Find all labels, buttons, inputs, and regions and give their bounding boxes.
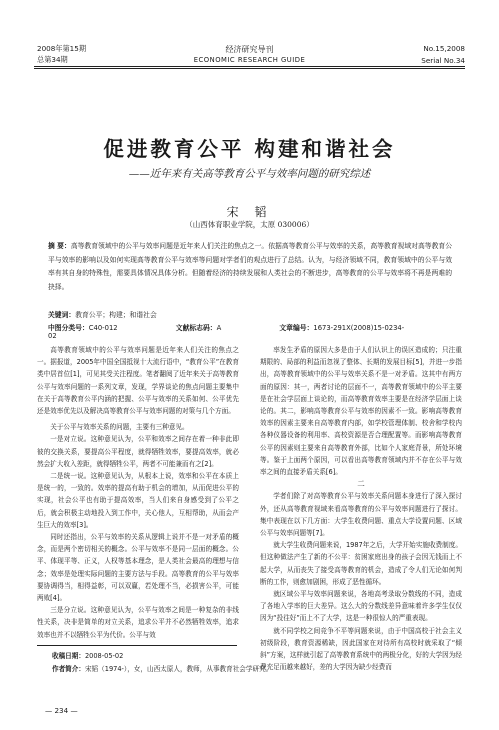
author-bio: 作者简介：宋韬（1974-），女，山西太原人，教师，从事教育社会学研究。: [52, 665, 273, 673]
article-id-field: 文章编号：1673-291X(2008)15-0234-02: [48, 324, 405, 340]
paragraph: 同时还指出，公平与效率的关系从逻辑上说并不是一对矛盾的概念，而是两个密切相关的概念。公平与效率不是同一层面的概念。公平、体现平等、正义，人权等基本理念，是人类社会最高的理想与信念；效率是处理实际问题的主要方法与手段。高等教育的公平与效率要协调得当，相得益彰，可以双赢，若处理不当，必损害公平，可能两败[4]。: [37, 533, 239, 603]
abstract-label: 摘 要：: [48, 242, 71, 250]
serial-issue-label: 总第34期: [37, 55, 68, 64]
article-subtitle: ——近年来有关高等教育公平与效率问题的研究综述: [128, 168, 371, 180]
keywords: [48, 309, 157, 319]
author-affiliation: （山西体育职业学院，太原 030006）: [185, 220, 314, 229]
author-name: 宋 韬: [226, 205, 273, 219]
article-title: 促进教育公平 构建和谐社会: [103, 137, 396, 161]
journal-name-en: ECONOMIC RESEARCH GUIDE: [193, 56, 306, 64]
clc-field: 中图分类号：C40-012: [48, 324, 118, 332]
footnote-rule: [37, 645, 237, 646]
serial-number-en: Serial No.34: [421, 56, 465, 65]
page-number: — 234 —: [45, 706, 78, 715]
issue-number-en: No.15,2008: [423, 44, 465, 53]
body-column-right: [260, 344, 462, 673]
header-rule: [34, 66, 465, 67]
issue-label: 2008年第15期: [37, 44, 87, 53]
paragraph: 率发生矛盾的原因大多是由于人们认识上的误区造成的；只注重期限的、局部的利益而忽视了整体、长期的发展目标[5]，并进一步指出，高等教育领域中的公平与效率关系不是一对矛盾。这其中有两方面的原因：其一，两者讨论的层面不一，高等教育领域中的公平主要是在社会学层面上谈论的，而高等教育效率主要是在经济学层面上谈论的。其二，影响高等教育公平与效率的因素不一致。影响高等教育效率的因素主要来自高等教育内部，如学校管理体制、校舍和学校内各种仪器设备的利用率、高校资源是否合理配置等。而影响高等教育公平的因素则主要来自高等教育外部，比如个人家庭背景，所处环境等。鉴于上面两个原因，可以看出高等教育领域内并不存在公平与效率之间的直接矛盾关系[6]。: [260, 346, 462, 477]
paragraph: 就不同学校之间竞争不平等问题来说，由于中国高校于社会主义初级阶段，教育资源稀缺，因此国家在对待所有高校时就采取了“倾斜”方案，这样就引起了高等教育系统中的两极分化，好的大学因为经费充足而越来越好，差的大学因为缺少经费而: [260, 626, 462, 672]
body-column-left: [37, 344, 239, 641]
paragraph: 就区域公平与效率问题来说，各地高考录取分数线的不同，造成了各地入学率的巨大差异。这么大的分数线差异意味着许多学生仅仅因为“投往好”而上不了大学，这是一种很惊人的严重表现。: [260, 590, 462, 623]
header-rule-thin: [34, 68, 465, 69]
paragraph: 高等教育领域中的公平与效率问题是近年来人们关注的焦点之一。据报道，2005年中国全国抵视十大流行语中，“教育公平”在教育类中居首位[1]，可见其受关注程度。笔者翻阅了近年来关于高等教育公平与效率问题的一系列文章，发现，学界谈论的焦点问题主要集中在关于高等教育公平内涵的把握、公平与效率的关系如何、公平优先还是效率优先以及解决高等教育公平与效率问题的对策与几个方面。: [37, 346, 239, 416]
paragraph: 学者们除了对高等教育公平与效率关系问题本身进行了深入探讨外，还从高等教育视域来看高等教育的公平与效率问题进行了探讨。集中表现在以下几方面：大学生收费问题、重点大学设置问题、区域公平与效率问题等[7]。: [260, 492, 462, 538]
journal-name-cn: 经济研究导刊: [225, 45, 274, 54]
paragraph: 三是分立说。这种意见认为，公平与效率之间是一种复杂的非线性关系，决非是简单的对立关系，追求公平并不必然牺牲效率，追求效率也并不以牺牲公平为代价。公平与效: [37, 606, 239, 639]
classification-line: [48, 322, 468, 340]
keywords-label: 关键词：: [48, 311, 76, 319]
paragraph: 二是统一说。这种意见认为，从根本上说，效率和公平在本质上是统一的，一致的。效率的提高有助于机会的增加，从而促进公平的实现，社会公平也有助于提高效率，当人们来自身感受到了公平之后，就会积极主动地投入到工作中，关心他人，互相帮助，从而会产生巨大的效率[3]。: [37, 472, 239, 529]
received-date: 收稿日期：2008-05-02: [52, 652, 124, 660]
abstract: [48, 240, 452, 294]
paragraph: 一是对立说。这种意见认为，公平和效率之间存在着一种非此即彼的交换关系，要提高公平程度，就得牺牲效率，要提高效率，就必然会扩大收入差距，就得牺牲公平，两者不可能兼而有之[2]。: [37, 435, 239, 468]
keywords-text: 教育公平；构建；和谐社会: [75, 311, 157, 319]
doc-code-field: 文献标志码：A: [175, 324, 222, 332]
section-number: 二: [357, 479, 365, 489]
abstract-text: 高等教育领域中的公平与效率问题是近年来人们关注的焦点之一。依据高等教育公平与效率的关系，高等教育视域对高等教育公平与效率的影响以及如何实现高等教育公平与效率等问题对学者们的观点进行了总结。认为，与经济领域不同，教育领域中的公平与效率有其自身的特殊性，需要具体情况具体分析。但随着经济的持续发展和人类社会的不断进步，高等教育的公平与效率将不再是两难的抉择。: [48, 242, 453, 291]
paragraph: 关于公平与效率关系的问题，主要有三种意见。: [50, 423, 189, 432]
paragraph: 就大学生收费问题来说，1987年之后，大学开始实施收费制度。但这种做法产生了新的不公平：贫困家庭出身的孩子会因无钱而上不起大学，从而丧失了接受高等教育的机会，造成了令人们无论如何判断的工作，则愈加剧困，形成了恶性循环。: [260, 541, 462, 586]
